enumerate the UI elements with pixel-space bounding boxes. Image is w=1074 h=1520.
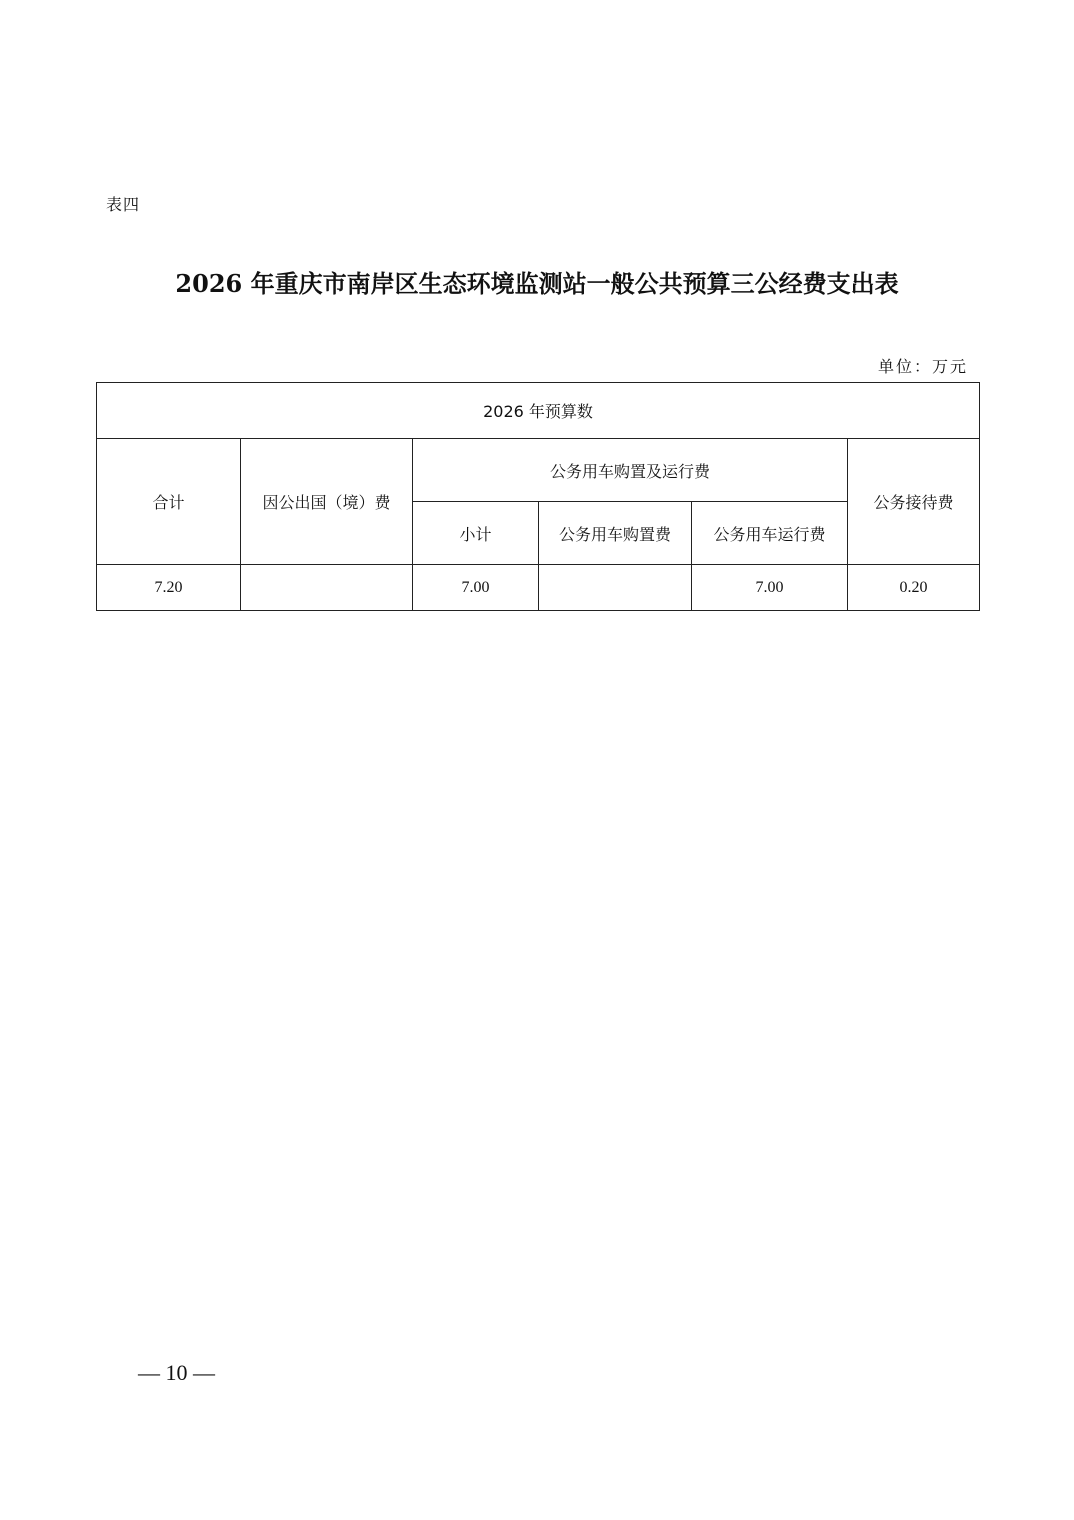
cell-vehicle-operation: 7.00	[692, 565, 848, 611]
header-vehicle-group: 公务用车购置及运行费	[413, 439, 848, 502]
header-vehicle-subtotal: 小计	[413, 502, 539, 565]
cell-vehicle-purchase	[539, 565, 692, 611]
cell-overseas	[241, 565, 413, 611]
unit-note: 单位：万元	[877, 357, 968, 376]
page-number: — 10 —	[138, 1360, 215, 1385]
header-total: 合计	[97, 439, 241, 565]
table-header-row-middle	[97, 439, 980, 502]
header-vehicle-operation: 公务用车运行费	[692, 502, 848, 565]
cell-total: 7.20	[97, 565, 241, 611]
header-budget-year: 2026 年预算数	[97, 383, 980, 439]
cell-vehicle-subtotal: 7.00	[413, 565, 539, 611]
table-row	[97, 565, 980, 611]
table-label: 表四	[106, 195, 141, 214]
header-reception: 公务接待费	[848, 439, 980, 565]
budget-table	[96, 382, 980, 611]
cell-reception: 0.20	[848, 565, 980, 611]
header-overseas: 因公出国（境）费	[241, 439, 413, 565]
header-vehicle-purchase: 公务用车购置费	[539, 502, 692, 565]
document-title: 2026 年重庆市南岸区生态环境监测站一般公共预算三公经费支出表	[175, 269, 899, 298]
table-header-row-top	[97, 383, 980, 439]
